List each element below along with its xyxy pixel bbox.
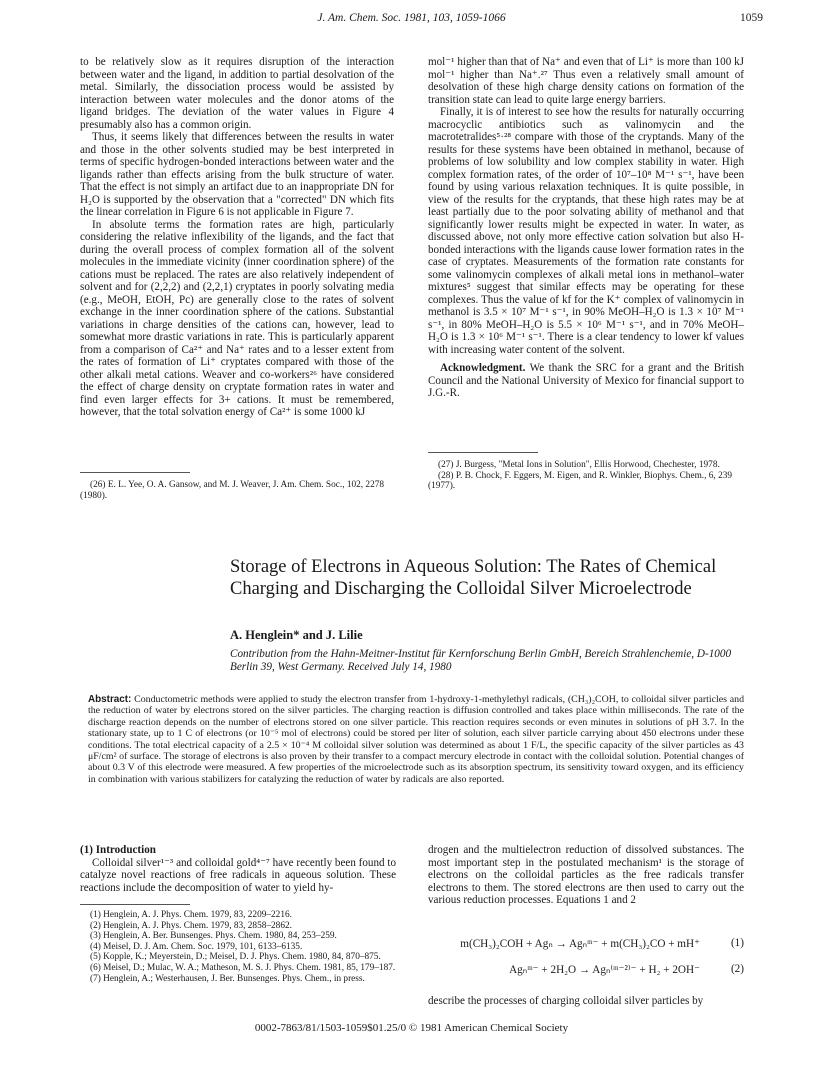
abstract-label: Abstract:: [88, 694, 132, 705]
footnote-rule: [80, 904, 190, 905]
paragraph: describe the processes of charging colloidal silver particles by: [428, 995, 704, 1007]
footnote-1: (1) Henglein, A. J. Phys. Chem. 1979, 83, 2209–2216.: [90, 910, 292, 920]
footnote-4: (4) Meisel, D. J. Am. Chem. Soc. 1979, 101, 6133–6135.: [90, 941, 303, 952]
footnote-26: (26) E. L. Yee, O. A. Gansow, and M. J. Weaver, J. Am. Chem. Soc., 102, 2278 (1980).: [80, 480, 385, 501]
page-footer: 0002-7863/81/1503-1059$01.25/0 © 1981 American Chemical Society: [254, 1022, 569, 1034]
article-affiliation: Contribution from the Hahn-Meitner-Institut für Kernforschung Berlin GmbH, Bereich Strahlenchemie, D-1000 Berlin 39, West Germany. Received July 14, 1980: [230, 648, 732, 673]
footnote-28: (28) P. B. Chock, F. Eggers, M. Eigen, and R. Winkler, Biophys. Chem., 6, 239 (1977).: [428, 470, 733, 492]
footnote-7: (7) Henglein, A.; Westerhausen, J. Ber. Bunsenges. Phys. Chem., in press.: [90, 973, 365, 984]
acknowledgment: [428, 362, 744, 400]
paragraph: Thus, it seems likely that differences between the results in water and those in the other solvents studied may be best interpreted in terms of specific hydrogen-bonded interactions between water and the ligands rather than effects arising from the bulk structure of water. That the effect is not simply an artifact due to an inappropriate DN for H₂O is supported by the observation that a "corrected" DN which fits the linear correlation in Figure 6 is not applicable in Figure 7.: [80, 131, 394, 218]
equation-1: m(CH₃)₂COH + Agₙ → Agₙᵐ⁻ + m(CH₃)₂CO + mH⁺: [460, 938, 700, 950]
footnote-6: (6) Meisel, D.; Mulac, W. A.; Matheson, M. S. J. Phys. Chem. 1981, 85, 179–187.: [90, 962, 396, 973]
intro-footnotes: [80, 910, 396, 984]
footnote-27: (27) J. Burgess, "Metal Ions in Solution", Ellis Horwood, Chechester, 1978.: [438, 460, 720, 470]
intro-right-continued: [428, 995, 744, 1008]
section-heading: (1) Introduction: [80, 844, 156, 856]
running-header: J. Am. Chem. Soc. 1981, 103, 1059-1066: [317, 12, 506, 24]
intro-right-column: [428, 844, 744, 907]
paragraph: mol⁻¹ higher than that of Na⁺ and even that of Li⁺ is more than 100 kJ mol⁻¹ higher than Na⁺.²⁷ Thus even a relatively small amount of desolvation of these high charge density cations on formation of the transition state can lead to quite large energy barriers.: [428, 56, 744, 106]
equation-2: Agₙᵐ⁻ + 2H₂O → Agₙ⁽ᵐ⁻²⁾⁻ + H₂ + 2OH⁻: [509, 964, 700, 976]
footnotes-27-28: [428, 460, 744, 492]
article-title: Storage of Electrons in Aqueous Solution: The Rates of Chemical Charging and Discharging the Colloidal Silver Microelectrode: [230, 557, 717, 599]
abstract: [88, 694, 744, 785]
footnote-rule: [428, 452, 538, 453]
footnote-3: (3) Henglein, A. Ber. Bunsenges. Phys. Chem. 1980, 84, 253–259.: [90, 931, 337, 942]
acknowledgment-text: We thank the SRC for a grant and the British Council and the National University of Mexico for financial support to J.G.-R.: [428, 362, 744, 399]
paragraph: drogen and the multielectron reduction of dissolved substances. The most important step in the postulated mechanism¹ is the storage of electrons on the colloidal particles as the free radicals transfer electrons to them. The stored electrons are then used to carry out the various reduction processes. Equations 1 and 2: [428, 844, 744, 906]
paragraph: Finally, it is of interest to see how the results for naturally occurring macrocyclic antibiotics such as valinomycin and the macrotetralides⁵·²⁸ compare with those of the cryptands. Many of the results for these systems have been obtained in methanol, because of problems of low solubility and low complex stability in water. High complex formation rates, of the order of 10⁷–10⁸ M⁻¹ s⁻¹, have been found by using various relaxation techniques. It is quite possible, in view of the results for the cryptands, that these high rates may be at least partially due to the poor solvating ability of methanol and that significantly lower results might be expected in water. In water, as discussed above, not only more effective cation solvation but also H-bonded interactions with the ligands cause lower formation rates in the case of cryptates. Measurements of the formation rate constants for some valinomycin complexes of alkali metal ions in methanol–water mixtures⁵ suggest that similar effects may be operating for these complexes. Thus the value of kf for the K⁺ complex of valinomycin in methanol is 3.5 × 10⁷ M⁻¹ s⁻¹, in 90% MeOH–H₂O is 1.3 × 10⁷ M⁻¹ s⁻¹, in 80% MeOH–H₂O is 5.5 × 10⁶ M⁻¹ s⁻¹, and in 70% MeOH–H₂O is 1.3 × 10⁶ M⁻¹ s⁻¹. There is a clear tendency to lower kf values with increasing water content of the solvent.: [428, 106, 744, 356]
acknowledgment-label: Acknowledgment.: [440, 362, 526, 374]
paragraph: In absolute terms the formation rates are high, particularly considering the relative inflexibility of the ligands, and the fact that during the overall process of complex formation all of the solvent molecules in the immediate vicinity (inner coordination sphere) of the cations must be replaced. The rates are also relatively independent of solvent and for (2,2,2) and (2,2,1) cryptates in poorly solvating media (e.g., MeOH, EtOH, Pc) are generally close to the rates of solvent exchange in the inner coordination sphere of the cations. Substantial variations in charge densities of the cations can, however, lead to somewhat more drastic variations in rate. This is particularly apparent from a comparison of Ca²⁺ and Na⁺ rates and to a lesser extent from the rates of formation of Li⁺ cryptates compared with those of the other alkali metal cations. Weaver and co-workers²⁶ have considered the effect of charge density on cryptate formation rates in water and find even larger effects for 3+ cations. It must be remembered, however, that the total solvation energy of Ca²⁺ is some 1000 kJ: [80, 218, 394, 418]
right-column-top: [428, 56, 744, 400]
abstract-text: Conductometric methods were applied to study the electron transfer from 1-hydroxy-1-methylethyl radicals, (CH₃)₂COH, to colloidal silver particles and the reduction of water by electrons stored on the silver particles. The charging reaction is diffusion controlled and takes place within milliseconds. The rate of the discharge reaction depends on the number of electrons stored on one silver particle. This reaction requires seconds or even minutes in solutions of pH 3.7. In the stationary state, up to 1 C of electrons (or 10⁻⁵ mol of electrons) could be stored per liter of solution, each silver particle carrying about 450 electrons under these conditions. The total electrical capacity of a 2.5 × 10⁻⁴ M colloidal silver solution was determined as about 1 F/L, the specific capacity of the silver particles as 43 μF/cm² of surface. The storage of electrons is also proven by their transfer to a compact mercury electrode in contact with the colloidal solution. Potential changes of about 0.3 V of this electrode were measured. A few properties of the microelectrode such as its absorption spectrum, its sensitivity toward oxygen, and its efficiency in combination with various stabilizers for catalyzing the reduction of water by radicals are also reported.: [88, 694, 745, 785]
footnote-rule: [80, 472, 190, 473]
equation-1-number: (1): [730, 937, 744, 949]
paragraph: Colloidal silver¹⁻³ and colloidal gold⁴⁻⁷ have recently been found to catalyze novel reactions of free radicals in aqueous solution. These reactions include the decomposition of water to yield hy-: [80, 856, 396, 894]
page-number: 1059: [740, 12, 763, 24]
footnote-2: (2) Henglein, A. J. Phys. Chem. 1979, 83, 2858–2862.: [90, 920, 292, 931]
article-authors: A. Henglein* and J. Lilie: [230, 628, 363, 642]
intro-left-column: [80, 844, 396, 894]
paragraph: to be relatively slow as it requires disruption of the interaction between water and the ligand, in addition to partial desolvation of the metal. Similarly, the dissociation process would be assisted by interaction between water molecules and the donor atoms of the ligand bridges. The deviation of the water values in Figure 4 presumably also has a common origin.: [80, 56, 394, 131]
equation-2-number: (2): [730, 963, 744, 975]
left-column-top: [80, 56, 394, 419]
footnote-5: (5) Kopple, K.; Meyerstein, D.; Meisel, D. J. Phys. Chem. 1980, 84, 870–875.: [90, 952, 381, 963]
